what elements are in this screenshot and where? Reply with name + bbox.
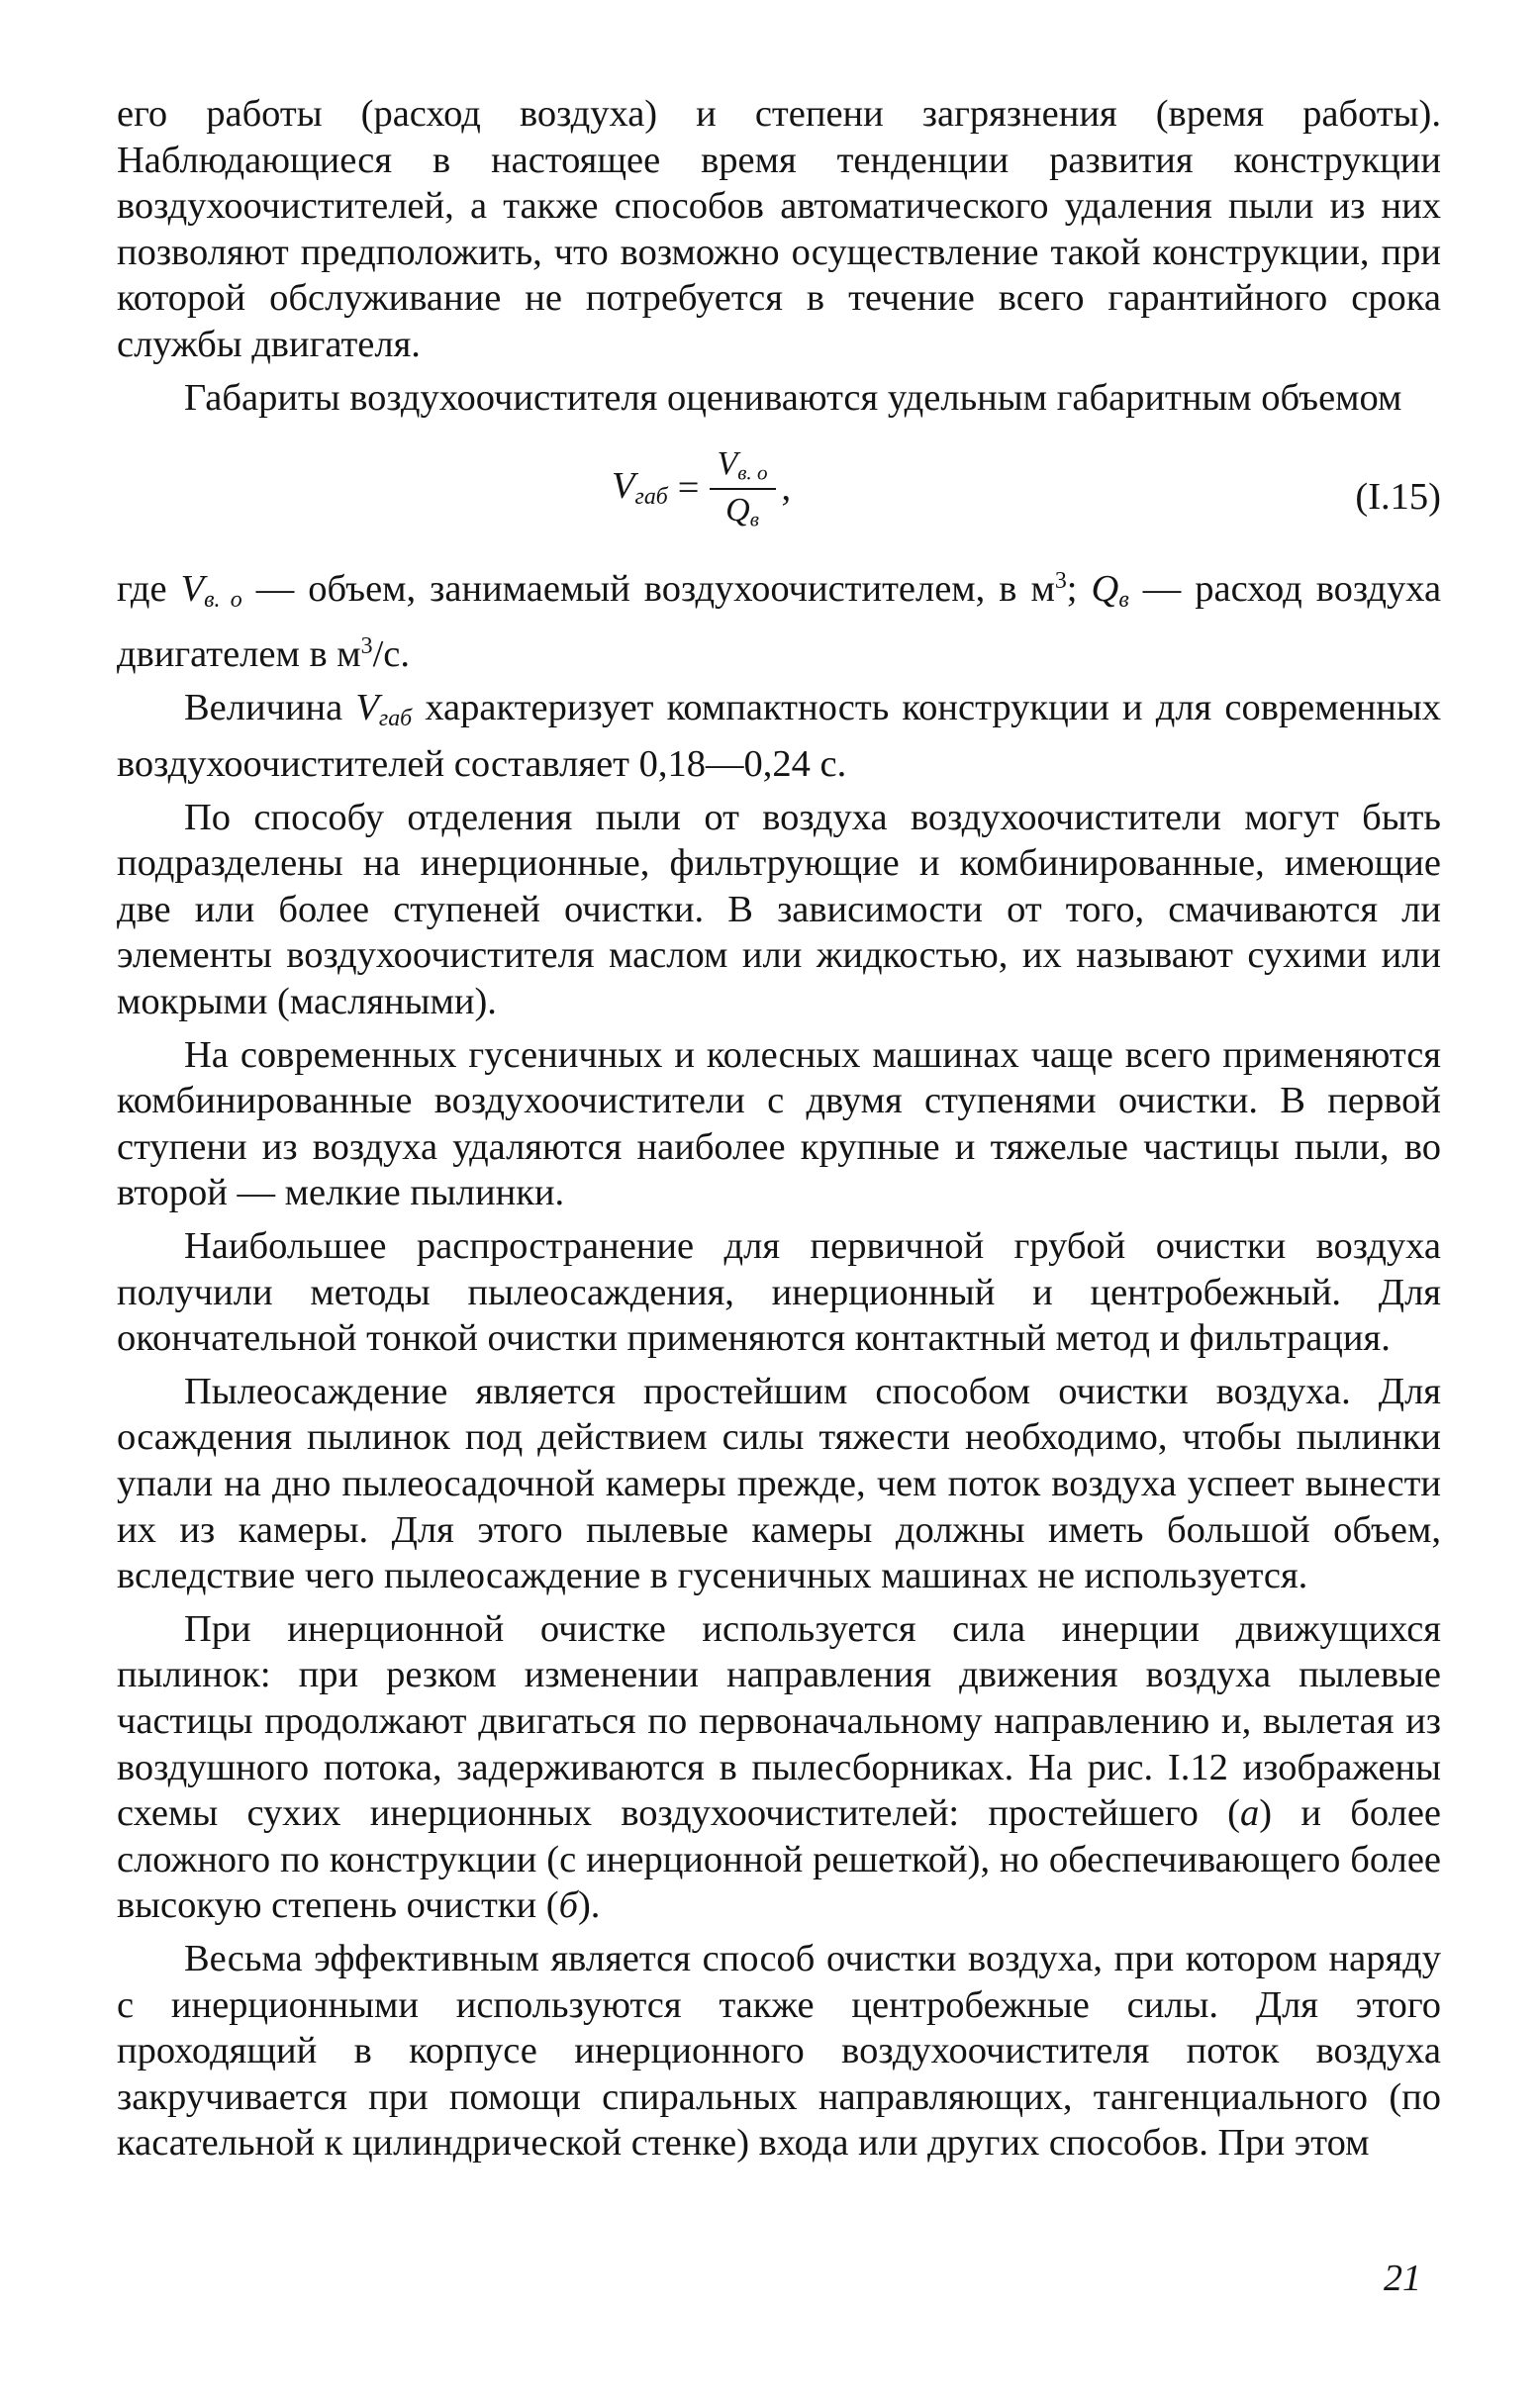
formula-number: (I.15) xyxy=(1355,476,1441,519)
formula-denominator: $Q_в$ xyxy=(725,491,759,530)
formula-lhs: $V_{габ}$ xyxy=(612,465,668,511)
paragraph-centrifugal: Весьма эффективным является способ очистки воздуха, при котором наряду с инерционными используются также центробежные силы. Для этого проходящий в корпусе инерционного воздухоочистителя поток воздуха закручивается при помощи спиральных направляющих, тангенциального (по касательной к цилиндрической стенке) входа или других способов. При этом xyxy=(117,1937,1441,2165)
page-number: 21 xyxy=(1384,2258,1421,2299)
paragraph-compactness: Величина $V_{габ}$ характеризует компактность конструкции и для современных воздухоочистителей составляет 0,18—0,24 с. xyxy=(117,686,1442,786)
formula-numerator: $V_{в. о}$ xyxy=(710,447,776,489)
paragraph-inertial: При инерционной очистке используется сила инерции движущихся пылинок: при резком изменении направления движения воздуха пылевые частицы продолжают двигаться по первоначальному направлению и, вылетая из воздушного потока, задерживаются в пылесборниках. На рис. I.12 изображены схемы сухих инерционных воздухоочистителей: простейшего (а) и более сложного по конструкции (с инерционной решеткой), но обеспечивающего более высокую степень очистки (б). xyxy=(117,1607,1441,1927)
formula-i15 xyxy=(117,428,1441,554)
paragraph-methods: Наибольшее распространение для первичной грубой очистки воздуха получили методы пылеосаждения, инерционный и центробежный. Для окончательной тонкой очистки применяются контактный метод и фильтрация. xyxy=(117,1225,1441,1360)
formula-fraction xyxy=(710,447,776,530)
paragraph-combined: На современных гусеничных и колесных машинах чаще всего применяются комбинированные воздухоочистители с двумя ступенями очистки. В первой ступени из воздуха удаляются наиболее крупные и тяжелые частицы пыли, во второй — мелкие пылинки. xyxy=(117,1033,1441,1214)
paragraph-classification: По способу отделения пыли от воздуха воздухоочистители могут быть подразделены на инерционные, фильтрующие и комбинированные, имеющие две или более ступеней очистки. В зависимости от того, смачиваются ли элементы воздухоочистителя маслом или жидкостью, их называют сухими или мокрыми (масляными). xyxy=(117,796,1441,1023)
paragraph-dimensions: Габариты воздухоочистителя оцениваются удельным габаритным объемом xyxy=(184,376,1402,419)
formula-equals: = xyxy=(677,467,700,510)
paragraph-continuation: его работы (расход воздуха) и степени загрязнения (время работы). Наблюдающиеся в настоящее время тенденции развития конструкции воздухоочистителей, а также способов автоматического удаления пыли из них позволяют предположить, что возможно осуществление такой конструкции, при которой обслуживание не потребуется в течение всего гарантийного срока службы двигателя. xyxy=(117,93,1441,365)
page-body xyxy=(117,91,1441,2173)
formula-expression xyxy=(612,447,791,530)
paragraph-where: где $V_{в. о}$ — объем, занимаемый воздухоочистителем, в $м^3$; $Q_в$ — расход воздуха двигателем в $м^3/с$. xyxy=(117,568,1442,675)
formula-comma: , xyxy=(781,467,792,510)
paragraph-dust-settling: Пылеосаждение является простейшим способом очистки воздуха. Для осаждения пылинок под действием силы тяжести необходимо, чтобы пылинки упали на дно пылеосадочной камеры прежде, чем поток воздуха успеет вынести их из камеры. Для этого пылевые камеры должны иметь большой объем, вследствие чего пылеосаждение в гусеничных машинах не используется. xyxy=(117,1370,1441,1597)
